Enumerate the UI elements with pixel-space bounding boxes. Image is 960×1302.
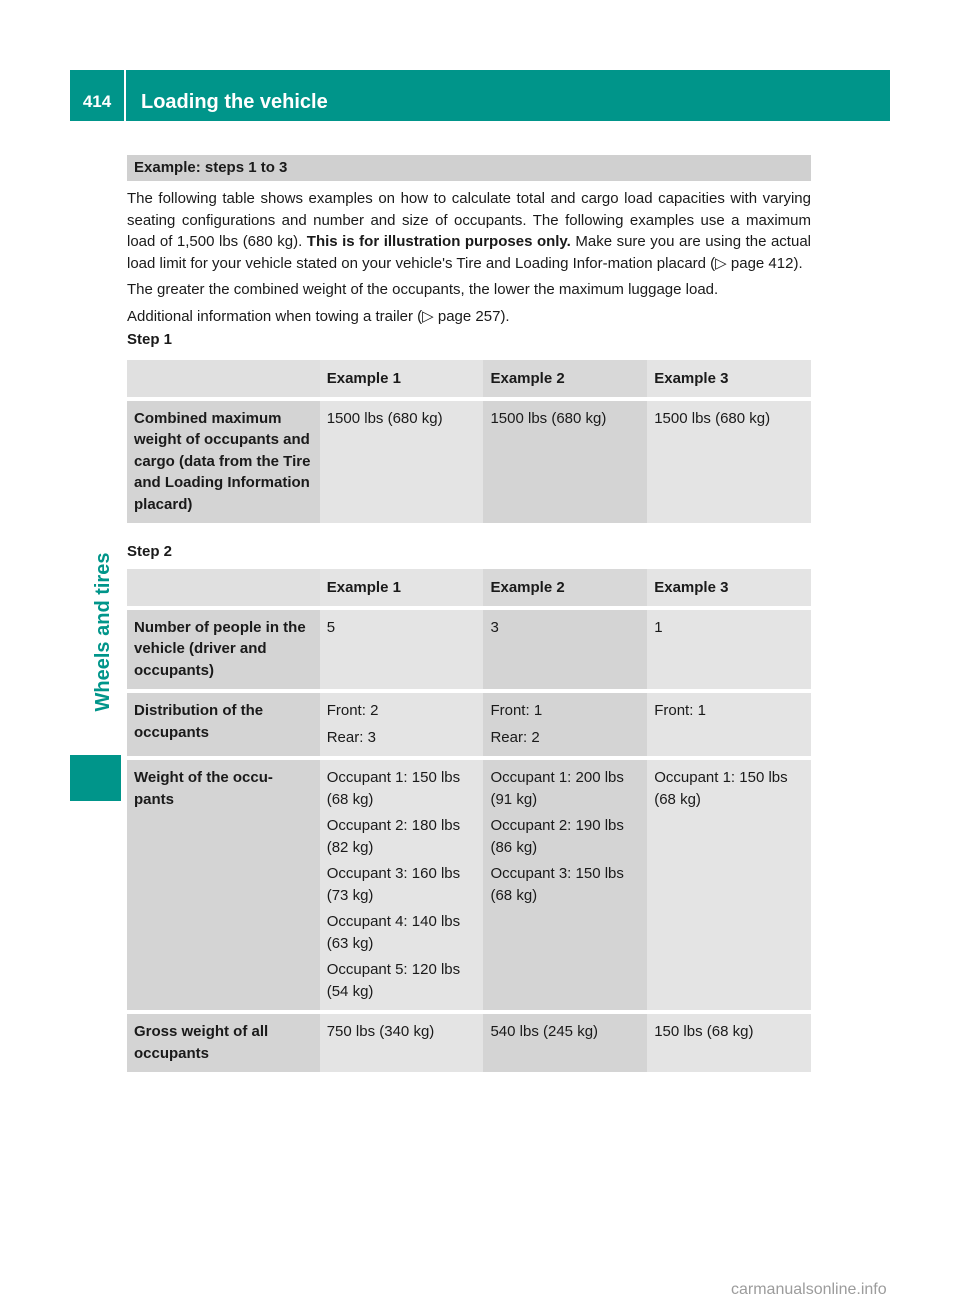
table-row [127, 758, 811, 1012]
page-number: 414 [70, 70, 126, 121]
table-row [127, 399, 811, 526]
cell-line: Occupant 3: 150 lbs (68 kg) [490, 865, 624, 904]
cell-line: Occupant 1: 150 lbs (68 kg) [326, 769, 461, 808]
cell-line: Front: 1 [654, 702, 706, 719]
side-tab-label: Wheels and tires [92, 552, 114, 712]
chapter-title: Loading the vehicle [141, 91, 328, 113]
cell-line: Rear: 2 [490, 728, 540, 746]
page-reference-link[interactable]: page 412). [730, 254, 803, 272]
cell-line: 3 [490, 618, 499, 636]
table-cell [647, 1012, 811, 1074]
table-cell: 1500 lbs (680 kg) [647, 399, 811, 526]
table-cell [483, 608, 647, 692]
page-header [70, 70, 890, 121]
cell-line: Occupant 2: 180 lbs (82 kg) [326, 817, 461, 856]
page-reference-link[interactable]: page 257). [437, 307, 510, 325]
side-tab-marker [70, 755, 121, 801]
table-cell [320, 691, 484, 758]
watermark: carmanualsonline.info [731, 1281, 887, 1298]
table-header-cell: Example 3 [647, 360, 811, 399]
table-cell: 1500 lbs (680 kg) [320, 399, 484, 526]
table-header-cell: Example 2 [483, 360, 647, 399]
table-row [127, 1012, 811, 1074]
step-1-label: Step 1 [127, 331, 173, 348]
row-label: Gross weight of all occupants [127, 1012, 320, 1074]
row-label: Combined maximum weight of occupants and cargo (data from the Tire and Loading Information placard) [127, 399, 320, 526]
table-cell: 1500 lbs (680 kg) [483, 399, 647, 526]
cell-line: 150 lbs (68 kg) [654, 1023, 754, 1040]
table-header-row [127, 360, 811, 399]
cell-line: Front: 1 [490, 702, 543, 719]
table-cell [320, 758, 484, 1012]
cell-line: Occupant 4: 140 lbs (63 kg) [326, 913, 461, 952]
cell-line: 750 lbs (340 kg) [326, 1023, 435, 1040]
intro-bold-text: This is for illustration purposes only. [306, 233, 571, 250]
luggage-paragraph: The greater the combined weight of the occupants, the lower the maximum luggage load. [127, 281, 719, 298]
intro-text-continued: Make sure you are using the actual load limit for your vehicle stated on your vehicle's Tire and Loading Infor-mation placard ( [127, 233, 811, 272]
cell-line: Occupant 5: 120 lbs (54 kg) [326, 961, 461, 1000]
table-row [127, 608, 811, 692]
row-label: Number of people in the vehicle (driver and occupants) [127, 608, 320, 692]
intro-paragraph [127, 188, 811, 274]
table-cell [483, 758, 647, 1012]
table-cell [647, 758, 811, 1012]
table-row [127, 691, 811, 758]
reference-arrow-icon: ▷ [422, 307, 434, 325]
cell-line: Front: 2 [326, 702, 379, 719]
step-2-label: Step 2 [127, 543, 173, 560]
cell-line: 1 [654, 618, 663, 636]
cell-line: 540 lbs (245 kg) [490, 1023, 599, 1040]
table-header-cell: Example 2 [483, 569, 647, 608]
table-header-cell: Example 1 [320, 569, 484, 608]
table-header-cell [127, 569, 320, 608]
table-cell [320, 1012, 484, 1074]
table-cell [647, 691, 811, 758]
towing-paragraph [127, 306, 811, 328]
section-title: Example: steps 1 to 3 [127, 155, 811, 181]
row-label: Weight of the occu-pants [127, 758, 320, 1012]
towing-text: Additional information when towing a trailer ( [127, 307, 423, 325]
page-content [127, 155, 811, 1076]
table-cell [483, 1012, 647, 1074]
step-2-table [127, 569, 811, 1076]
cell-line: Occupant 2: 190 lbs (86 kg) [490, 817, 624, 856]
step-1-table [127, 360, 811, 527]
table-header-cell: Example 3 [647, 569, 811, 608]
reference-arrow-icon: ▷ [715, 254, 727, 272]
intro-text: The following table shows examples on how to calculate total and cargo load capacities with varying seating configurations and number and size of occupants. The following examples use a maximum load of 1,500 lbs (680 kg). [127, 190, 811, 250]
table-cell [320, 608, 484, 692]
cell-line: Occupant 1: 150 lbs (68 kg) [654, 769, 788, 808]
cell-line: Rear: 3 [326, 728, 376, 746]
table-header-cell [127, 360, 320, 399]
cell-line: Occupant 3: 160 lbs (73 kg) [326, 865, 461, 904]
cell-line: 5 [326, 618, 336, 636]
table-cell [647, 608, 811, 692]
row-label: Distribution of the occupants [127, 691, 320, 758]
table-header-row [127, 569, 811, 608]
cell-line: Occupant 1: 200 lbs (91 kg) [490, 769, 624, 808]
table-header-cell: Example 1 [320, 360, 484, 399]
table-cell [483, 691, 647, 758]
